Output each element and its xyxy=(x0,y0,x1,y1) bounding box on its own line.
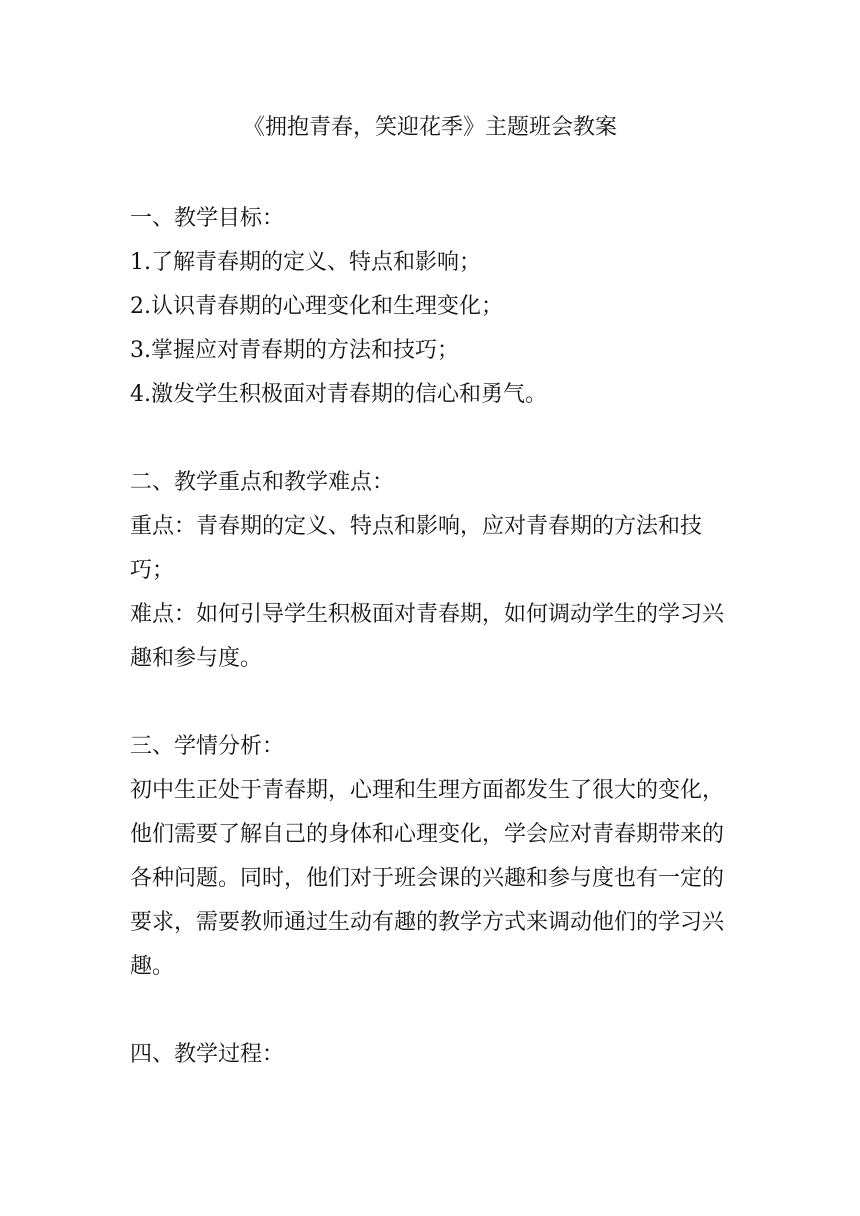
goal-item: 3.掌握应对青春期的方法和技巧； xyxy=(130,338,459,363)
section-heading: 四、教学过程： xyxy=(130,1042,285,1067)
section-teaching-goals xyxy=(130,197,740,417)
goal-item: 4.激发学生积极面对青春期的信心和勇气。 xyxy=(130,382,547,407)
analysis-paragraph: 初中生正处于青春期，心理和生理方面都发生了很大的变化，他们需要了解自己的身体和心理变化，学会应对青春期带来的各种问题。同时，他们对于班会课的兴趣和参与度也有一定的要求，需要教师通过生动有趣的教学方式来调动他们的学习兴趣。 xyxy=(130,778,725,979)
section-teaching-process xyxy=(130,1033,740,1077)
document-title: 《拥抱青春，笑迎花季》主题班会教案 xyxy=(242,115,617,140)
section-heading: 三、学情分析： xyxy=(130,734,285,759)
difficulty-paragraph: 难点：如何引导学生积极面对青春期，如何调动学生的学习兴趣和参与度。 xyxy=(130,602,725,671)
goal-item: 2.认识青春期的心理变化和生理变化； xyxy=(130,294,503,319)
section-heading: 一、教学目标： xyxy=(130,206,285,231)
document-body xyxy=(130,197,740,1121)
section-heading: 二、教学重点和教学难点： xyxy=(130,470,395,495)
section-student-analysis xyxy=(130,725,740,989)
section-key-points xyxy=(130,461,740,681)
key-point-paragraph: 重点：青春期的定义、特点和影响，应对青春期的方法和技巧； xyxy=(130,514,703,583)
goal-item: 1.了解青春期的定义、特点和影响； xyxy=(130,250,481,275)
